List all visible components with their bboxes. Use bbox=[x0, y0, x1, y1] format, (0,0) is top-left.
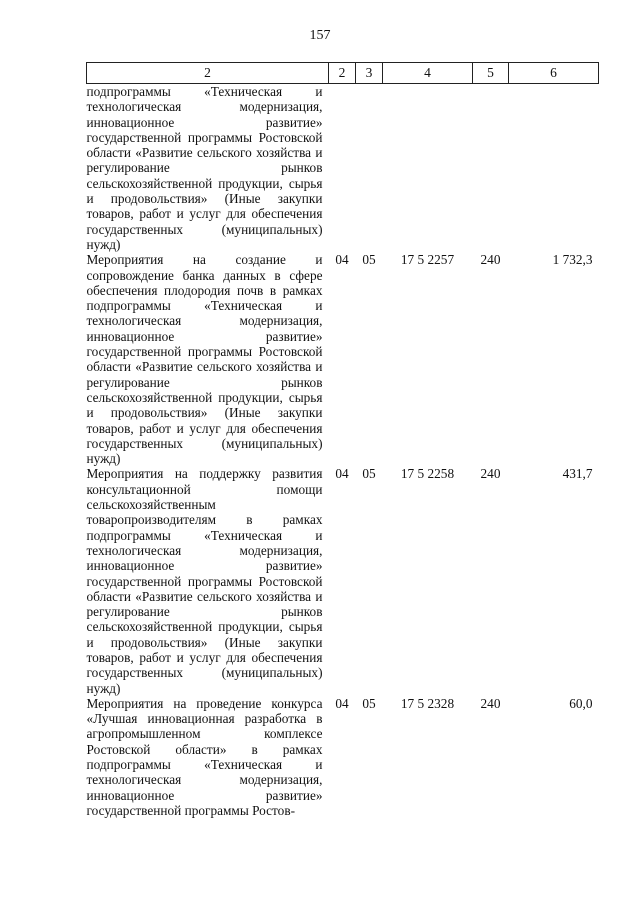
header-row bbox=[87, 63, 599, 84]
row-name: подпрограммы «Техническая и технологическая модернизация, инновационное развитие» государственной программы Ростовской области «Развитие сельского хозяйства и регулирование рынков сельскохозяйственной продукции, сырья и продовольствия» (Иные закупки товаров, работ и услуг для обеспечения государственных (муниципальных) нужд) bbox=[86, 84, 323, 252]
row-amount bbox=[509, 84, 599, 253]
table-row bbox=[87, 466, 599, 695]
row-expense-type: 240 bbox=[480, 695, 501, 711]
row-name: Мероприятия на проведение конкурса «Лучшая инновационная разработка в агропромышленном комплексе Ростовской области» в рамках подпрограммы «Техническая и технологическая модернизация, инновационное развитие» государственной программы Ростов- bbox=[86, 695, 323, 818]
header-col-subsection: 3 bbox=[356, 63, 383, 84]
budget-table bbox=[86, 62, 599, 818]
row-name: Мероприятия на поддержку развития консультационной помощи сельскохозяйственным товаропроизводителям в рамках подпрограммы «Техническая и технологическая модернизация, инновационное развитие» государственной программы Ростовской области «Развитие сельского хозяйства и регулирование рынков сельскохозяйственной продукции, сырья и продовольствия» (Иные закупки товаров, работ и услуг для обеспечения государственных (муниципальных) нужд) bbox=[86, 466, 323, 696]
row-expense-type bbox=[473, 84, 509, 253]
header-col-section: 2 bbox=[329, 63, 356, 84]
table-body bbox=[87, 84, 599, 819]
header-col-name: 2 bbox=[87, 63, 329, 84]
table-row bbox=[87, 696, 599, 818]
row-section: 04 bbox=[335, 252, 349, 268]
row-target-article: 17 5 2257 bbox=[400, 252, 455, 268]
row-subsection bbox=[356, 84, 383, 253]
row-amount: 1 732,3 bbox=[552, 252, 593, 268]
row-name: Мероприятия на создание и сопровождение банка данных в сфере обеспечения плодородия почв в рамках подпрограммы «Техническая и технологическая модернизация, инновационное развитие» государственной программы Ростовской области «Развитие сельского хозяйства и регулирование рынков сельскохозяйственной продукции, сырья и продовольствия» (Иные закупки товаров, работ и услуг для обеспечения государственных (муниципальных) нужд) bbox=[86, 252, 323, 467]
row-expense-type: 240 bbox=[480, 466, 501, 482]
table-row bbox=[87, 84, 599, 253]
row-expense-type: 240 bbox=[480, 252, 501, 268]
header-col-target-article: 4 bbox=[383, 63, 473, 84]
row-section: 04 bbox=[335, 466, 349, 482]
page-number: 157 bbox=[309, 28, 331, 43]
header-col-expense-type: 5 bbox=[473, 63, 509, 84]
row-subsection: 05 bbox=[362, 252, 376, 268]
row-amount: 431,7 bbox=[562, 466, 593, 482]
row-section bbox=[329, 84, 356, 253]
header-col-amount: 6 bbox=[509, 63, 599, 84]
row-section: 04 bbox=[335, 695, 349, 711]
row-target-article: 17 5 2328 bbox=[400, 695, 455, 711]
row-subsection: 05 bbox=[362, 466, 376, 482]
row-amount: 60,0 bbox=[569, 695, 593, 711]
row-subsection: 05 bbox=[362, 695, 376, 711]
table-header bbox=[87, 63, 599, 84]
row-target-article bbox=[383, 84, 473, 253]
table-row bbox=[87, 252, 599, 466]
row-target-article: 17 5 2258 bbox=[400, 466, 455, 482]
